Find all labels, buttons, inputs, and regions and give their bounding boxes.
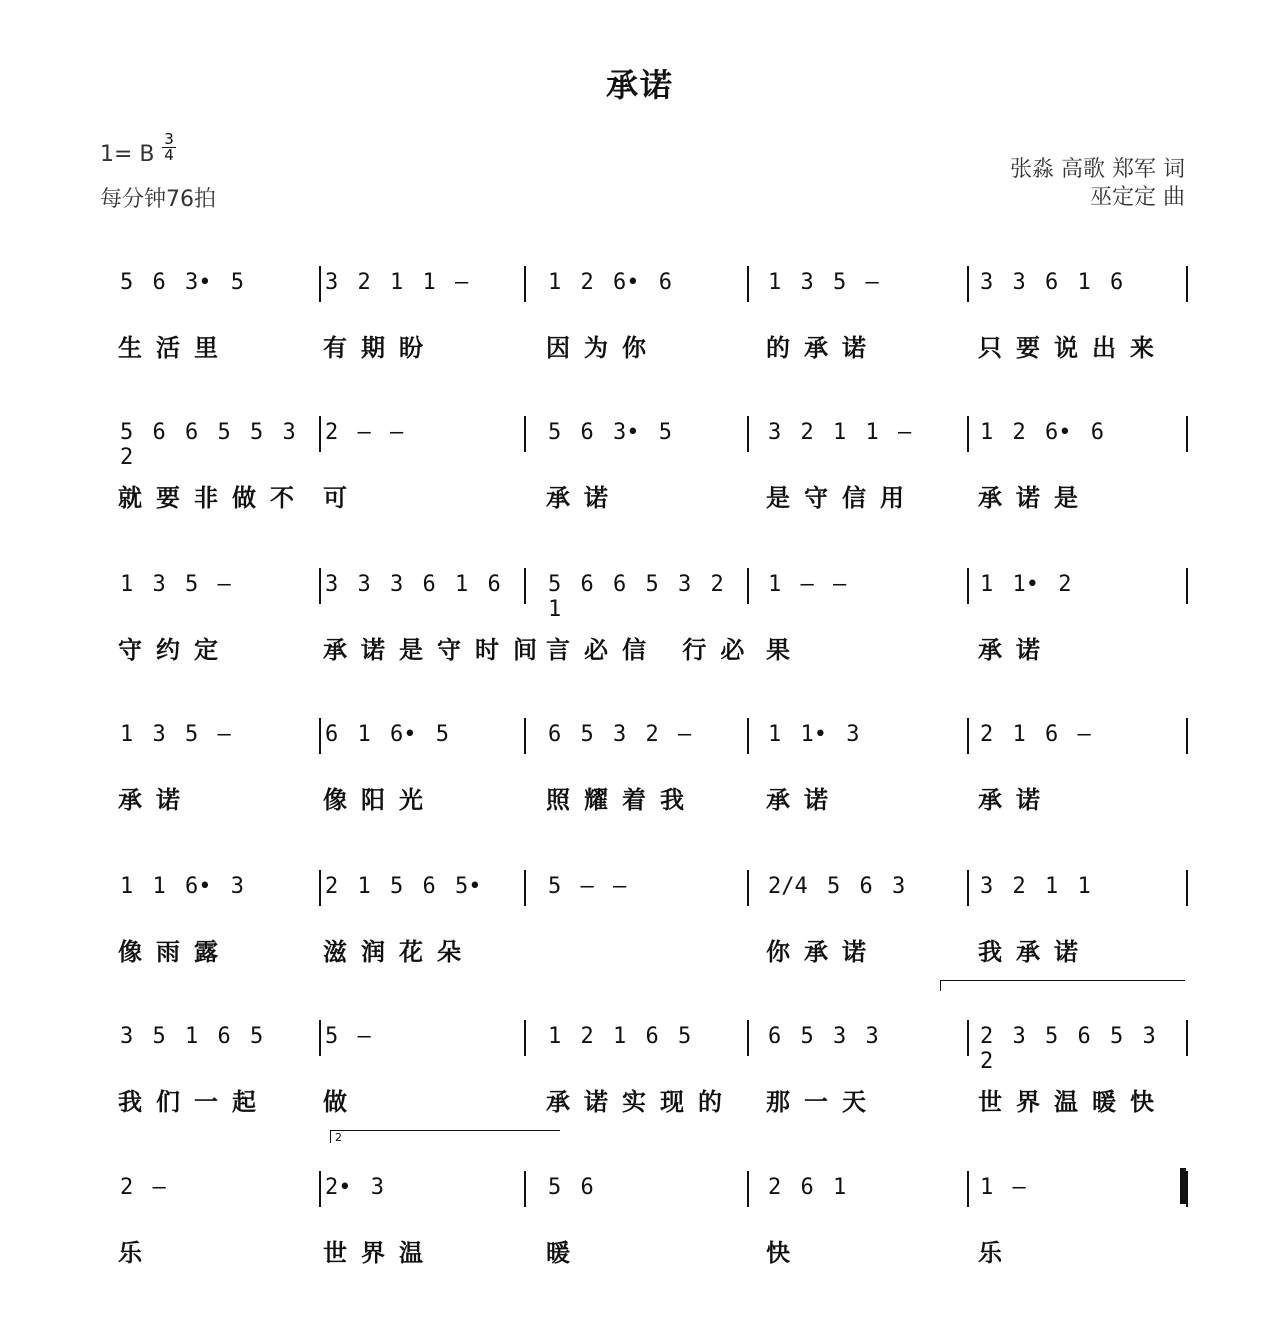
staff-system: [118, 1153, 1190, 1267]
lyric-line: 因为你: [546, 333, 660, 362]
lyric-line: 世界温暖快: [978, 1087, 1168, 1116]
measure-notes: 3 2 1 1 –: [325, 270, 469, 295]
lyric-line: 是守信用: [766, 483, 918, 512]
staff-system: [118, 700, 1190, 814]
volta-bracket: 2: [330, 1130, 560, 1143]
barline: [524, 266, 526, 302]
lyric-line: 承诺: [978, 635, 1054, 664]
barline: [319, 1020, 321, 1056]
lyric-line: 我承诺: [978, 937, 1092, 966]
lyric-line: 承诺是守时间: [323, 635, 551, 664]
staff-system: [118, 1002, 1190, 1116]
lyric-line: 承诺: [978, 785, 1054, 814]
measure-notes: 1 2 1 6 5: [548, 1024, 692, 1049]
measure-notes: 3 3 6 1 6: [980, 270, 1124, 295]
volta-bracket-first: [940, 980, 1185, 991]
lyric-line: 乐: [978, 1238, 1016, 1267]
barline: [319, 266, 321, 302]
lyric-line: 像雨露: [118, 937, 232, 966]
barline: [967, 718, 969, 754]
lyric-line: 守约定: [118, 635, 232, 664]
lyric-line: 做: [323, 1087, 361, 1116]
barline: [967, 416, 969, 452]
staff-system: [118, 398, 1190, 512]
barline: [319, 870, 321, 906]
barline: [747, 1020, 749, 1056]
lyric-line: 承诺是: [978, 483, 1092, 512]
measure-notes: 2/4 5 6 3: [768, 874, 906, 899]
barline: [1186, 870, 1188, 906]
barline: [747, 1171, 749, 1207]
barline: [524, 416, 526, 452]
barline: [967, 1020, 969, 1056]
measure-notes: 3 2 1 1: [980, 874, 1091, 899]
lyric-line: 那一天: [766, 1087, 880, 1116]
staff-system: [118, 248, 1190, 362]
barline: [524, 870, 526, 906]
barline: [1186, 416, 1188, 452]
measure-notes: 1 3 5 –: [120, 722, 231, 747]
barline: [1186, 1171, 1188, 1207]
measure-notes: 6 5 3 2 –: [548, 722, 692, 747]
lyric-line: 可: [323, 483, 361, 512]
barline: [747, 266, 749, 302]
measure-notes: 1 1• 2: [980, 572, 1072, 597]
measure-notes: 6 1 6• 5: [325, 722, 449, 747]
barline: [1186, 1020, 1188, 1056]
lyric-line: 只要说出来: [978, 333, 1168, 362]
barline: [967, 870, 969, 906]
barline: [319, 568, 321, 604]
barline: [747, 416, 749, 452]
measure-notes: 1 –: [980, 1175, 1026, 1200]
lyric-line: 果: [766, 635, 804, 664]
lyric-line: 你承诺: [766, 937, 880, 966]
measure-notes: 1 3 5 –: [768, 270, 879, 295]
lyric-line: 世界温: [323, 1238, 437, 1267]
tempo-marking: 每分钟76拍: [100, 187, 216, 212]
barline: [1186, 568, 1188, 604]
measure-notes: 2 –: [120, 1175, 166, 1200]
measure-notes: 5 – –: [548, 874, 627, 899]
barline: [967, 568, 969, 604]
lyric-line: 承诺: [118, 785, 194, 814]
measure-notes: 5 6 3• 5: [120, 270, 244, 295]
staff-system: [118, 550, 1190, 664]
barline: [524, 1020, 526, 1056]
measure-notes: 2• 3: [325, 1175, 384, 1200]
measure-notes: 3 2 1 1 –: [768, 420, 912, 445]
measure-notes: 2 – –: [325, 420, 404, 445]
barline: [967, 266, 969, 302]
barline: [524, 718, 526, 754]
measure-notes: 1 3 5 –: [120, 572, 231, 597]
barline: [319, 1171, 321, 1207]
composer-credit: 巫定定 曲: [1090, 185, 1185, 210]
lyric-line: 言必信 行必: [546, 635, 759, 664]
measure-notes: 1 1 6• 3: [120, 874, 244, 899]
barline: [319, 416, 321, 452]
measure-notes: 5 6 3• 5: [548, 420, 672, 445]
lyric-line: 我们一起: [118, 1087, 270, 1116]
measure-notes: 2 1 5 6 5•: [325, 874, 482, 899]
barline: [319, 718, 321, 754]
lyric-line: 乐: [118, 1238, 156, 1267]
barline: [967, 1171, 969, 1207]
measure-notes: 2 6 1: [768, 1175, 847, 1200]
lyric-line: 承诺实现的: [546, 1087, 736, 1116]
key-signature: 1= B: [100, 142, 155, 167]
lyric-line: 像阳光: [323, 785, 437, 814]
lyric-line: 有期盼: [323, 333, 437, 362]
barline: [747, 568, 749, 604]
lyric-line: 快: [766, 1238, 804, 1267]
measure-notes: 1 2 6• 6: [980, 420, 1104, 445]
measure-notes: 3 3 3 6 1 6: [325, 572, 501, 597]
measure-notes: 1 – –: [768, 572, 847, 597]
measure-notes: 2 1 6 –: [980, 722, 1091, 747]
measure-notes: 5 6 6 5 3 2 1: [548, 572, 724, 622]
song-title: 承诺: [605, 66, 674, 104]
measure-notes: 3 5 1 6 5: [120, 1024, 264, 1049]
lyric-line: 暖: [546, 1238, 584, 1267]
lyric-line: 的承诺: [766, 333, 880, 362]
time-signature: $\frac{3}{4}$: [162, 132, 176, 163]
barline: [747, 870, 749, 906]
barline: [747, 718, 749, 754]
staff-system: [118, 852, 1190, 966]
lyric-line: 承诺: [546, 483, 622, 512]
lyricist-credit: 张淼 高歌 郑军 词: [1010, 157, 1185, 182]
lyric-line: 滋润花朵: [323, 937, 475, 966]
lyric-line: 生活里: [118, 333, 232, 362]
lyric-line: 就要非做不: [118, 483, 308, 512]
final-barline: [1180, 1168, 1186, 1204]
measure-notes: 6 5 3 3: [768, 1024, 879, 1049]
barline: [524, 568, 526, 604]
measure-notes: 5 6: [548, 1175, 594, 1200]
measure-notes: 1 1• 3: [768, 722, 860, 747]
measure-notes: 5 6 6 5 5 3 2: [120, 420, 296, 470]
lyric-line: 照耀着我: [546, 785, 698, 814]
measure-notes: 1 2 6• 6: [548, 270, 672, 295]
barline: [1186, 266, 1188, 302]
measure-notes: 2 3 5 6 5 3 2: [980, 1024, 1156, 1074]
measure-notes: 5 –: [325, 1024, 371, 1049]
lyric-line: 承诺: [766, 785, 842, 814]
barline: [524, 1171, 526, 1207]
barline: [1186, 718, 1188, 754]
